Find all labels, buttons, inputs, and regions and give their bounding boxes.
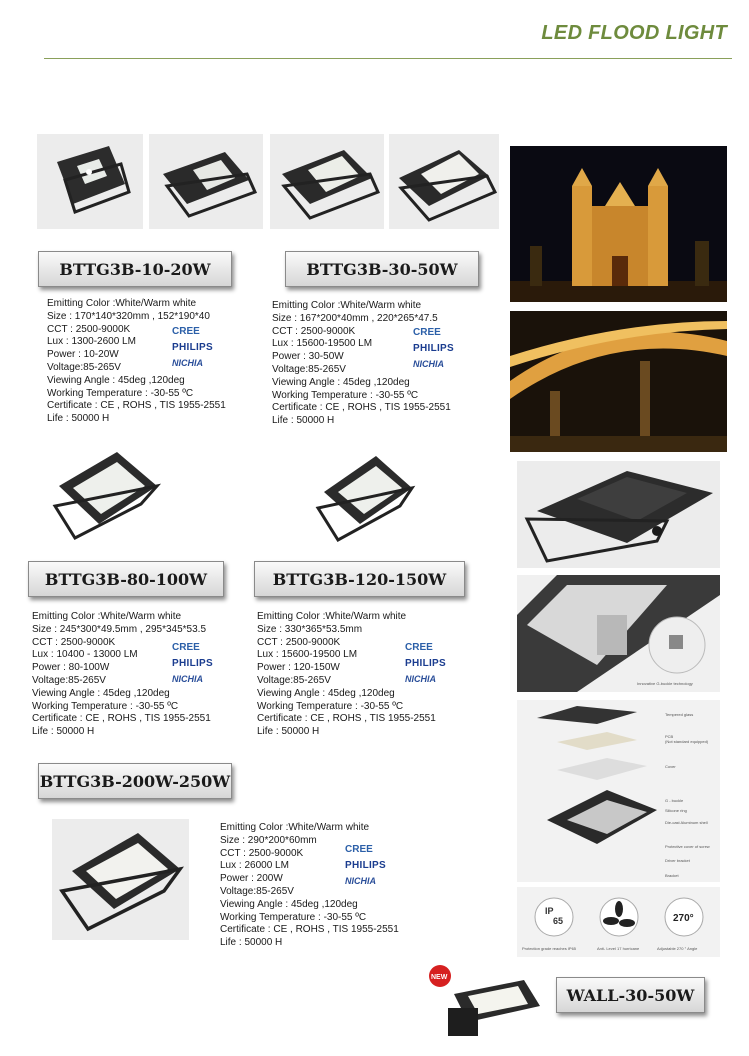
nichia-logo: NICHIA — [405, 674, 436, 684]
feature-caption: Anti- Level 17 hurricane — [597, 946, 640, 951]
spec-line: Voltage:85-265V — [257, 674, 331, 686]
exploded-view-diagram — [517, 700, 720, 882]
spec-line: Emitting Color :White/Warm white — [220, 822, 370, 833]
spec-line: Certificate : CE , ROHS , TIS 1955-2551 — [47, 400, 226, 412]
model-label-wall-30-50w: WALL-30-50W — [556, 977, 705, 1013]
g-buckle-detail-photo — [517, 575, 720, 692]
spec-line: Certificate : CE , ROHS , TIS 1955-2551 — [32, 713, 211, 725]
spec-line: Voltage:85-265V — [272, 363, 346, 375]
spec-line: Size : 167*200*40mm , 220*265*47.5 — [272, 312, 438, 324]
rotation-angle-icon: 270° — [673, 913, 694, 924]
spec-line: Power : 200W — [220, 873, 283, 885]
philips-logo: PHILIPS — [413, 343, 454, 354]
feature-caption: Adjustable 270 ° Angle — [657, 946, 698, 951]
wall-light-image — [428, 964, 543, 1040]
spec-line: Certificate : CE , ROHS , TIS 1955-2551 — [257, 713, 436, 725]
spec-line: Lux : 15600-19500 LM — [257, 649, 358, 661]
spec-line: Lux : 10400 - 13000 LM — [32, 649, 138, 661]
philips-logo: PHILIPS — [172, 342, 213, 353]
ip-icon-text: IP — [545, 906, 554, 916]
product-thumb-50w — [389, 134, 499, 229]
model-label-200-250w: BTTG3B-200W-250W — [38, 763, 232, 799]
spec-line: Lux : 1300-2600 LM — [47, 336, 136, 348]
part-label: G - buckle — [665, 798, 684, 803]
cree-logo: CREE — [345, 844, 373, 855]
spec-line: Life : 50000 H — [32, 726, 95, 738]
part-label: Bracket — [665, 873, 679, 878]
model-label-80-100w: BTTG3B-80-100W — [28, 561, 224, 597]
spec-line: Size : 330*365*53.5mm — [257, 623, 363, 635]
brand-logos — [405, 640, 465, 686]
model-label-120-150w: BTTG3B-120-150W — [254, 561, 465, 597]
spec-line: Voltage:85-265V — [32, 674, 106, 686]
part-label: Silicone ring — [665, 808, 687, 813]
spec-line: Life : 50000 H — [272, 415, 335, 427]
part-label: PCB — [665, 734, 674, 739]
part-label: Die-cast Aluminum shell — [665, 820, 708, 825]
spec-line: Power : 30-50W — [272, 351, 344, 363]
spec-line: Emitting Color :White/Warm white — [272, 300, 422, 311]
spec-line: Emitting Color :White/Warm white — [32, 611, 182, 622]
spec-line: CCT : 2500-9000K — [32, 636, 116, 648]
philips-logo: PHILIPS — [405, 658, 446, 669]
spec-line: Size : 290*200*60mm — [220, 834, 317, 846]
spec-line: CCT : 2500-9000K — [257, 636, 341, 648]
product-rear-photo — [517, 461, 720, 568]
cree-logo: CREE — [413, 327, 441, 338]
spec-line: Life : 50000 H — [257, 726, 320, 738]
spec-line: Emitting Color :White/Warm white — [47, 298, 197, 309]
feature-icons-panel — [517, 887, 720, 957]
spec-line: Power : 80-100W — [32, 662, 110, 674]
spec-line: Lux : 26000 LM — [220, 860, 289, 872]
product-thumb-200w — [52, 819, 189, 940]
product-thumb-10w — [37, 134, 143, 229]
spec-line: Power : 10-20W — [47, 349, 119, 361]
feature-caption: Protection grade reaches IP65 — [522, 946, 577, 951]
model-label-30-50w: BTTG3B-30-50W — [285, 251, 479, 287]
model-label-10-20w: BTTG3B-10-20W — [38, 251, 232, 287]
spec-line: Working Temperature : -30-55 ºC — [220, 911, 367, 923]
innovation-caption: Innovative G-buckle technology — [637, 681, 693, 686]
spec-line: Working Temperature : -30-55 ºC — [257, 700, 404, 712]
part-label: Cover — [665, 764, 676, 769]
ip-rating-number: 65 — [553, 916, 564, 926]
product-thumb-20w — [149, 134, 263, 229]
brand-logos — [413, 325, 473, 371]
spec-line: Viewing Angle : 45deg ,120deg — [272, 376, 410, 388]
nichia-logo: NICHIA — [413, 359, 444, 369]
part-label: (Not standard equipped) — [665, 739, 709, 744]
philips-logo: PHILIPS — [172, 658, 213, 669]
spec-line: CCT : 2500-9000K — [47, 323, 131, 335]
spec-line: Certificate : CE , ROHS , TIS 1955-2551 — [220, 924, 399, 936]
cree-logo: CREE — [172, 326, 200, 337]
new-badge: NEW — [431, 974, 448, 981]
philips-logo: PHILIPS — [345, 860, 386, 871]
spec-line: Viewing Angle : 45deg ,120deg — [257, 687, 395, 699]
part-label: Driver bracket — [665, 858, 690, 863]
spec-line: Voltage:85-265V — [47, 361, 121, 373]
spec-line: Power : 120-150W — [257, 662, 340, 674]
spec-line: Working Temperature : -30-55 ºC — [32, 700, 179, 712]
page-title: LED FLOOD LIGHT — [541, 22, 727, 44]
nichia-logo: NICHIA — [172, 358, 203, 368]
spec-line: Size : 245*300*49.5mm , 295*345*53.5 — [32, 623, 207, 635]
brand-logos — [345, 842, 405, 888]
brand-logos — [172, 640, 232, 686]
church-night-photo — [510, 146, 727, 302]
title-divider — [44, 58, 732, 59]
bridge-night-photo — [510, 311, 727, 452]
spec-line: Viewing Angle : 45deg ,120deg — [32, 687, 170, 699]
part-label: Tempered glass — [665, 712, 694, 717]
spec-line: Life : 50000 H — [47, 413, 110, 425]
spec-line: Certificate : CE , ROHS , TIS 1955-2551 — [272, 402, 451, 414]
nichia-logo: NICHIA — [172, 674, 203, 684]
brand-logos — [172, 324, 232, 370]
nichia-logo: NICHIA — [345, 876, 376, 886]
product-thumb-30w — [270, 134, 384, 229]
spec-line: Viewing Angle : 45deg ,120deg — [47, 374, 185, 386]
spec-line: Working Temperature : -30-55 ºC — [272, 389, 419, 401]
spec-line: Emitting Color :White/Warm white — [257, 611, 407, 622]
product-image-120-150w — [310, 448, 418, 544]
product-image-80-100w — [45, 446, 165, 546]
spec-line: Life : 50000 H — [220, 937, 283, 949]
spec-line: CCT : 2500-9000K — [272, 325, 356, 337]
spec-line: CCT : 2500-9000K — [220, 847, 304, 859]
spec-line: Viewing Angle : 45deg ,120deg — [220, 898, 358, 910]
spec-line: Working Temperature : -30-55 ºC — [47, 387, 194, 399]
spec-line: Size : 170*140*320mm , 152*190*40 — [47, 310, 210, 322]
spec-line: Voltage:85-265V — [220, 885, 294, 897]
cree-logo: CREE — [405, 642, 433, 653]
cree-logo: CREE — [172, 642, 200, 653]
spec-line: Lux : 15600-19500 LM — [272, 338, 373, 350]
part-label: Protective cover of screw — [665, 844, 710, 849]
